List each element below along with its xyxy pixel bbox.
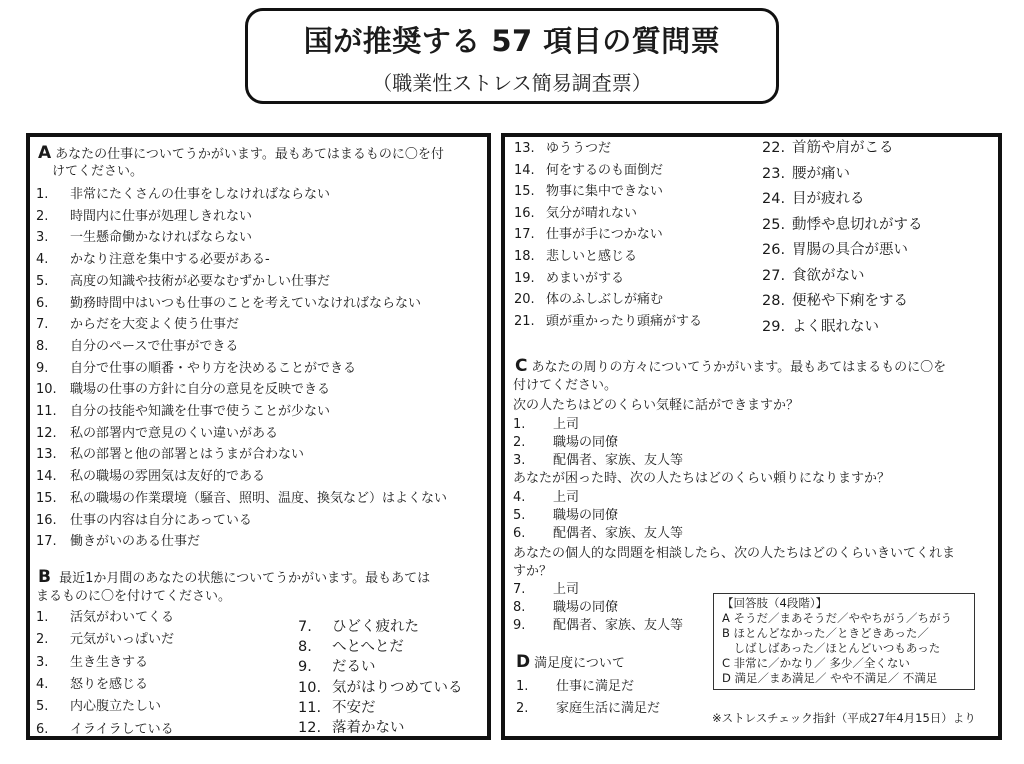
item-text: 非常にたくさんの仕事をしなければならない	[70, 187, 331, 202]
list-item	[36, 381, 330, 398]
item-number: 20.	[514, 292, 535, 308]
item-text: 動悸や息切れがする	[792, 216, 923, 233]
section-a-letter: A	[38, 143, 52, 163]
item-number: 5.	[36, 273, 49, 289]
list-item	[36, 208, 252, 225]
item-text: 時間内に仕事が処理しきれない	[70, 208, 253, 224]
item-text: 上司	[553, 417, 580, 432]
item-text: 職場の同僚	[553, 508, 619, 523]
item-number: 1.	[513, 417, 526, 432]
section-b-intro-2: まるものに〇を付けてください。	[36, 589, 232, 604]
item-number: 9.	[513, 618, 526, 633]
section-d-intro: D 満足度について	[516, 652, 625, 672]
list-item	[36, 721, 174, 738]
legend-line: B ほとんどなかった／ときどきあった／	[722, 626, 929, 640]
list-item	[298, 659, 376, 676]
item-number: 13.	[36, 447, 57, 463]
list-item	[762, 268, 865, 285]
item-number: 14.	[514, 162, 535, 178]
item-text: イライラしている	[70, 721, 174, 737]
list-item	[36, 676, 148, 693]
item-text: 自分で仕事の順番・やり方を決めることができる	[70, 360, 357, 376]
item-text: 腰が痛い	[792, 165, 850, 182]
item-number: 23.	[762, 165, 786, 182]
list-item	[36, 186, 330, 203]
item-text: 職場の同僚	[553, 435, 619, 450]
list-item	[762, 191, 865, 208]
item-number: 25.	[762, 216, 786, 233]
list-item	[513, 452, 683, 469]
list-item	[298, 680, 463, 697]
item-text: 頭が重かったり頭痛がする	[546, 313, 703, 329]
item-number: 15.	[36, 490, 57, 506]
list-item	[513, 617, 683, 634]
item-number: 17.	[514, 227, 535, 243]
list-item	[298, 639, 404, 656]
item-text: 仕事の内容は自分にあっている	[70, 512, 252, 528]
item-text: 私の職場の作業環境（騒音、照明、温度、換気など）はよくない	[70, 490, 448, 506]
legend-line: D 満足／まあ満足／ やや不満足／ 不満足	[722, 671, 938, 685]
item-number: 8.	[36, 338, 49, 354]
item-text: 配偶者、家族、友人等	[553, 618, 684, 633]
page-title: 国が推奨する 57 項目の質問票	[303, 24, 721, 58]
list-item	[298, 700, 376, 717]
item-number: 1.	[36, 187, 49, 202]
item-text: 落着かない	[332, 720, 405, 736]
section-b-intro: B 最近1か月間のあなたの状態についてうかがいます。最もあては	[38, 567, 431, 587]
list-item	[36, 468, 265, 485]
list-item	[513, 489, 579, 506]
item-number: 27.	[762, 267, 786, 284]
item-number: 1.	[516, 679, 529, 694]
list-item	[36, 425, 278, 442]
list-item	[514, 162, 663, 179]
list-item	[762, 140, 894, 157]
item-number: 10.	[36, 382, 57, 398]
legend-line: C 非常に／かなり／ 多少／全くない	[722, 656, 910, 670]
item-number: 21.	[514, 313, 535, 329]
item-text: 不安だ	[332, 699, 376, 716]
section-c-intro: C あなたの周りの方々についてうかがいます。最もあてはまるものに〇を	[515, 356, 947, 376]
list-item	[36, 609, 174, 626]
list-item	[762, 319, 879, 336]
list-item	[513, 434, 618, 451]
item-text: 仕事が手につかない	[546, 227, 663, 243]
section-c-letter: C	[515, 356, 528, 376]
item-number: 5.	[36, 699, 49, 715]
item-text: 悲しいと感じる	[546, 249, 638, 264]
item-number: 1.	[36, 610, 49, 625]
item-text: 私の職場の雰囲気は友好的である	[70, 469, 266, 485]
list-item	[36, 273, 330, 290]
item-text: 上司	[553, 490, 580, 505]
list-item	[762, 242, 908, 259]
item-number: 3.	[513, 453, 526, 468]
list-item	[36, 446, 304, 463]
list-item	[298, 720, 405, 737]
list-item	[36, 490, 447, 507]
item-text: よく眠れない	[792, 318, 879, 335]
list-item	[36, 533, 200, 550]
item-text: ゆううつだ	[546, 141, 612, 156]
section-a-intro: A あなたの仕事についてうかがいます。最もあてはまるものに〇を付	[38, 143, 444, 163]
list-item	[36, 698, 161, 715]
item-number: 13.	[514, 141, 535, 156]
item-number: 6.	[36, 295, 49, 311]
item-number: 17.	[36, 534, 57, 550]
item-text: めまいがする	[546, 270, 625, 286]
item-text: 配偶者、家族、友人等	[553, 453, 684, 468]
item-number: 22.	[762, 140, 786, 156]
item-text: 仕事に満足だ	[556, 679, 635, 694]
legend-line: A そうだ／まあそうだ／ややちがう／ちがう	[722, 611, 953, 625]
item-text: 胃腸の具合が悪い	[792, 242, 908, 258]
item-text: 生き生きする	[70, 654, 149, 670]
list-item	[36, 512, 252, 529]
list-item	[513, 525, 683, 542]
item-number: 9.	[298, 659, 312, 676]
list-item	[298, 619, 419, 636]
item-text: 元気がいっぱいだ	[70, 632, 175, 648]
list-item	[36, 295, 421, 312]
item-number: 2.	[36, 632, 49, 648]
item-text: 物事に集中できない	[546, 184, 664, 200]
list-item	[36, 631, 174, 648]
item-text: 高度の知識や技術が必要なむずかしい仕事だ	[70, 273, 331, 289]
list-item	[514, 140, 611, 157]
item-text: 気分が晴れない	[546, 205, 638, 221]
list-item	[36, 654, 148, 671]
item-text: からだを大変よく使う仕事だ	[70, 317, 240, 333]
item-number: 5.	[513, 508, 526, 523]
item-number: 11.	[298, 699, 322, 716]
list-item	[36, 338, 238, 355]
item-number: 8.	[298, 639, 312, 656]
item-number: 19.	[514, 270, 535, 286]
list-item	[36, 403, 330, 420]
list-item	[762, 217, 923, 234]
section-c-intro-2: 付けてください。	[513, 378, 618, 393]
item-number: 4.	[36, 676, 49, 692]
section-a-intro-2: けてください。	[52, 164, 144, 179]
item-text: 食欲がない	[792, 267, 865, 284]
list-item	[514, 248, 637, 265]
list-item	[514, 205, 637, 222]
item-text: 自分のペースで仕事ができる	[70, 338, 239, 354]
section-c-question-1: 次の人たちはどのくらい気軽に話ができますか？	[513, 398, 800, 413]
list-item	[514, 226, 663, 243]
list-item	[516, 700, 660, 717]
legend-title: 【回答肢（4段階）】	[722, 596, 828, 610]
item-number: 3.	[36, 654, 49, 670]
item-text: 働きがいのある仕事だ	[70, 534, 201, 550]
item-number: 10.	[298, 679, 322, 696]
list-item	[514, 183, 663, 200]
list-item	[514, 313, 702, 330]
item-text: 怒りを感じる	[70, 676, 149, 692]
item-text: 活気がわいてくる	[70, 610, 175, 625]
item-text: 職場の仕事の方針に自分の意見を反映できる	[70, 382, 331, 398]
section-c-question-3-2: すか？	[513, 564, 553, 579]
item-text: 体のふしぶしが痛む	[546, 292, 664, 308]
list-item	[36, 251, 270, 268]
item-text: 気がはりつめている	[332, 679, 463, 696]
item-text: 首筋や肩がこる	[792, 140, 894, 156]
source-footnote: ※ストレスチェック指針（平成27年4月15日）より	[712, 711, 976, 725]
item-number: 26.	[762, 242, 786, 258]
item-number: 16.	[514, 205, 535, 221]
item-number: 11.	[36, 404, 57, 419]
item-number: 24.	[762, 191, 786, 207]
list-item	[514, 291, 663, 308]
item-number: 7.	[298, 619, 312, 635]
item-number: 9.	[36, 360, 49, 376]
list-item	[516, 678, 634, 695]
item-text: 職場の同僚	[553, 600, 619, 615]
item-number: 7.	[513, 582, 526, 597]
item-number: 3.	[36, 230, 49, 246]
legend-line: しばしばあった／ほとんどいつもあった	[722, 641, 941, 655]
item-text: へとへとだ	[332, 639, 404, 656]
list-item	[513, 599, 618, 616]
item-text: 便秘や下痢をする	[792, 293, 908, 309]
list-item	[36, 360, 356, 377]
item-text: 勤務時間中はいつも仕事のことを考えていなければならない	[70, 295, 422, 311]
item-text: 上司	[553, 582, 580, 597]
item-number: 12.	[36, 425, 57, 441]
list-item	[762, 293, 908, 310]
item-number: 4.	[513, 490, 526, 505]
item-text: かなり注意を集中する必要がある-	[70, 252, 270, 268]
list-item	[762, 166, 850, 183]
item-number: 28.	[762, 293, 786, 309]
item-number: 8.	[513, 600, 526, 615]
title-box	[245, 8, 779, 104]
section-c-question-3: あなたの個人的な問題を相談したら、次の人たちはどのくらいきいてくれま	[513, 546, 956, 561]
list-item	[513, 416, 579, 433]
item-text: ひどく疲れた	[332, 619, 419, 635]
item-number: 14.	[36, 469, 57, 485]
item-number: 6.	[36, 721, 49, 737]
item-text: 家庭生活に満足だ	[556, 701, 661, 716]
item-number: 12.	[298, 720, 322, 736]
answer-legend-box	[713, 593, 975, 690]
item-text: 自分の技能や知識を仕事で使うことが少ない	[70, 404, 331, 419]
item-number: 29.	[762, 318, 786, 335]
item-text: だるい	[332, 659, 376, 676]
section-c-question-2: あなたが困った時、次の人たちはどのくらい頼りになりますか？	[513, 471, 891, 486]
item-number: 2.	[513, 435, 526, 450]
section-b-letter: B	[38, 567, 51, 587]
item-text: 目が疲れる	[792, 191, 865, 207]
list-item	[36, 316, 239, 333]
item-text: 内心腹立たしい	[70, 699, 162, 715]
item-number: 6.	[513, 526, 526, 541]
item-number: 2.	[36, 208, 49, 224]
item-text: 何をするのも面倒だ	[546, 162, 664, 178]
item-number: 16.	[36, 512, 57, 528]
item-number: 4.	[36, 252, 49, 268]
item-number: 15.	[514, 184, 535, 200]
item-text: 私の部署内で意見のくい違いがある	[70, 425, 279, 441]
list-item	[513, 507, 618, 524]
item-text: 配偶者、家族、友人等	[553, 526, 684, 541]
item-number: 18.	[514, 249, 535, 264]
list-item	[513, 581, 579, 598]
item-number: 7.	[36, 317, 49, 333]
item-text: 私の部署と他の部署とはうまが合わない	[70, 447, 305, 463]
item-text: 一生懸命働かなければならない	[70, 230, 253, 246]
list-item	[514, 270, 624, 287]
section-d-letter: D	[516, 652, 531, 672]
item-number: 2.	[516, 701, 529, 716]
list-item	[36, 229, 252, 246]
page-subtitle: （職業性ストレス簡易調査票）	[372, 71, 652, 95]
